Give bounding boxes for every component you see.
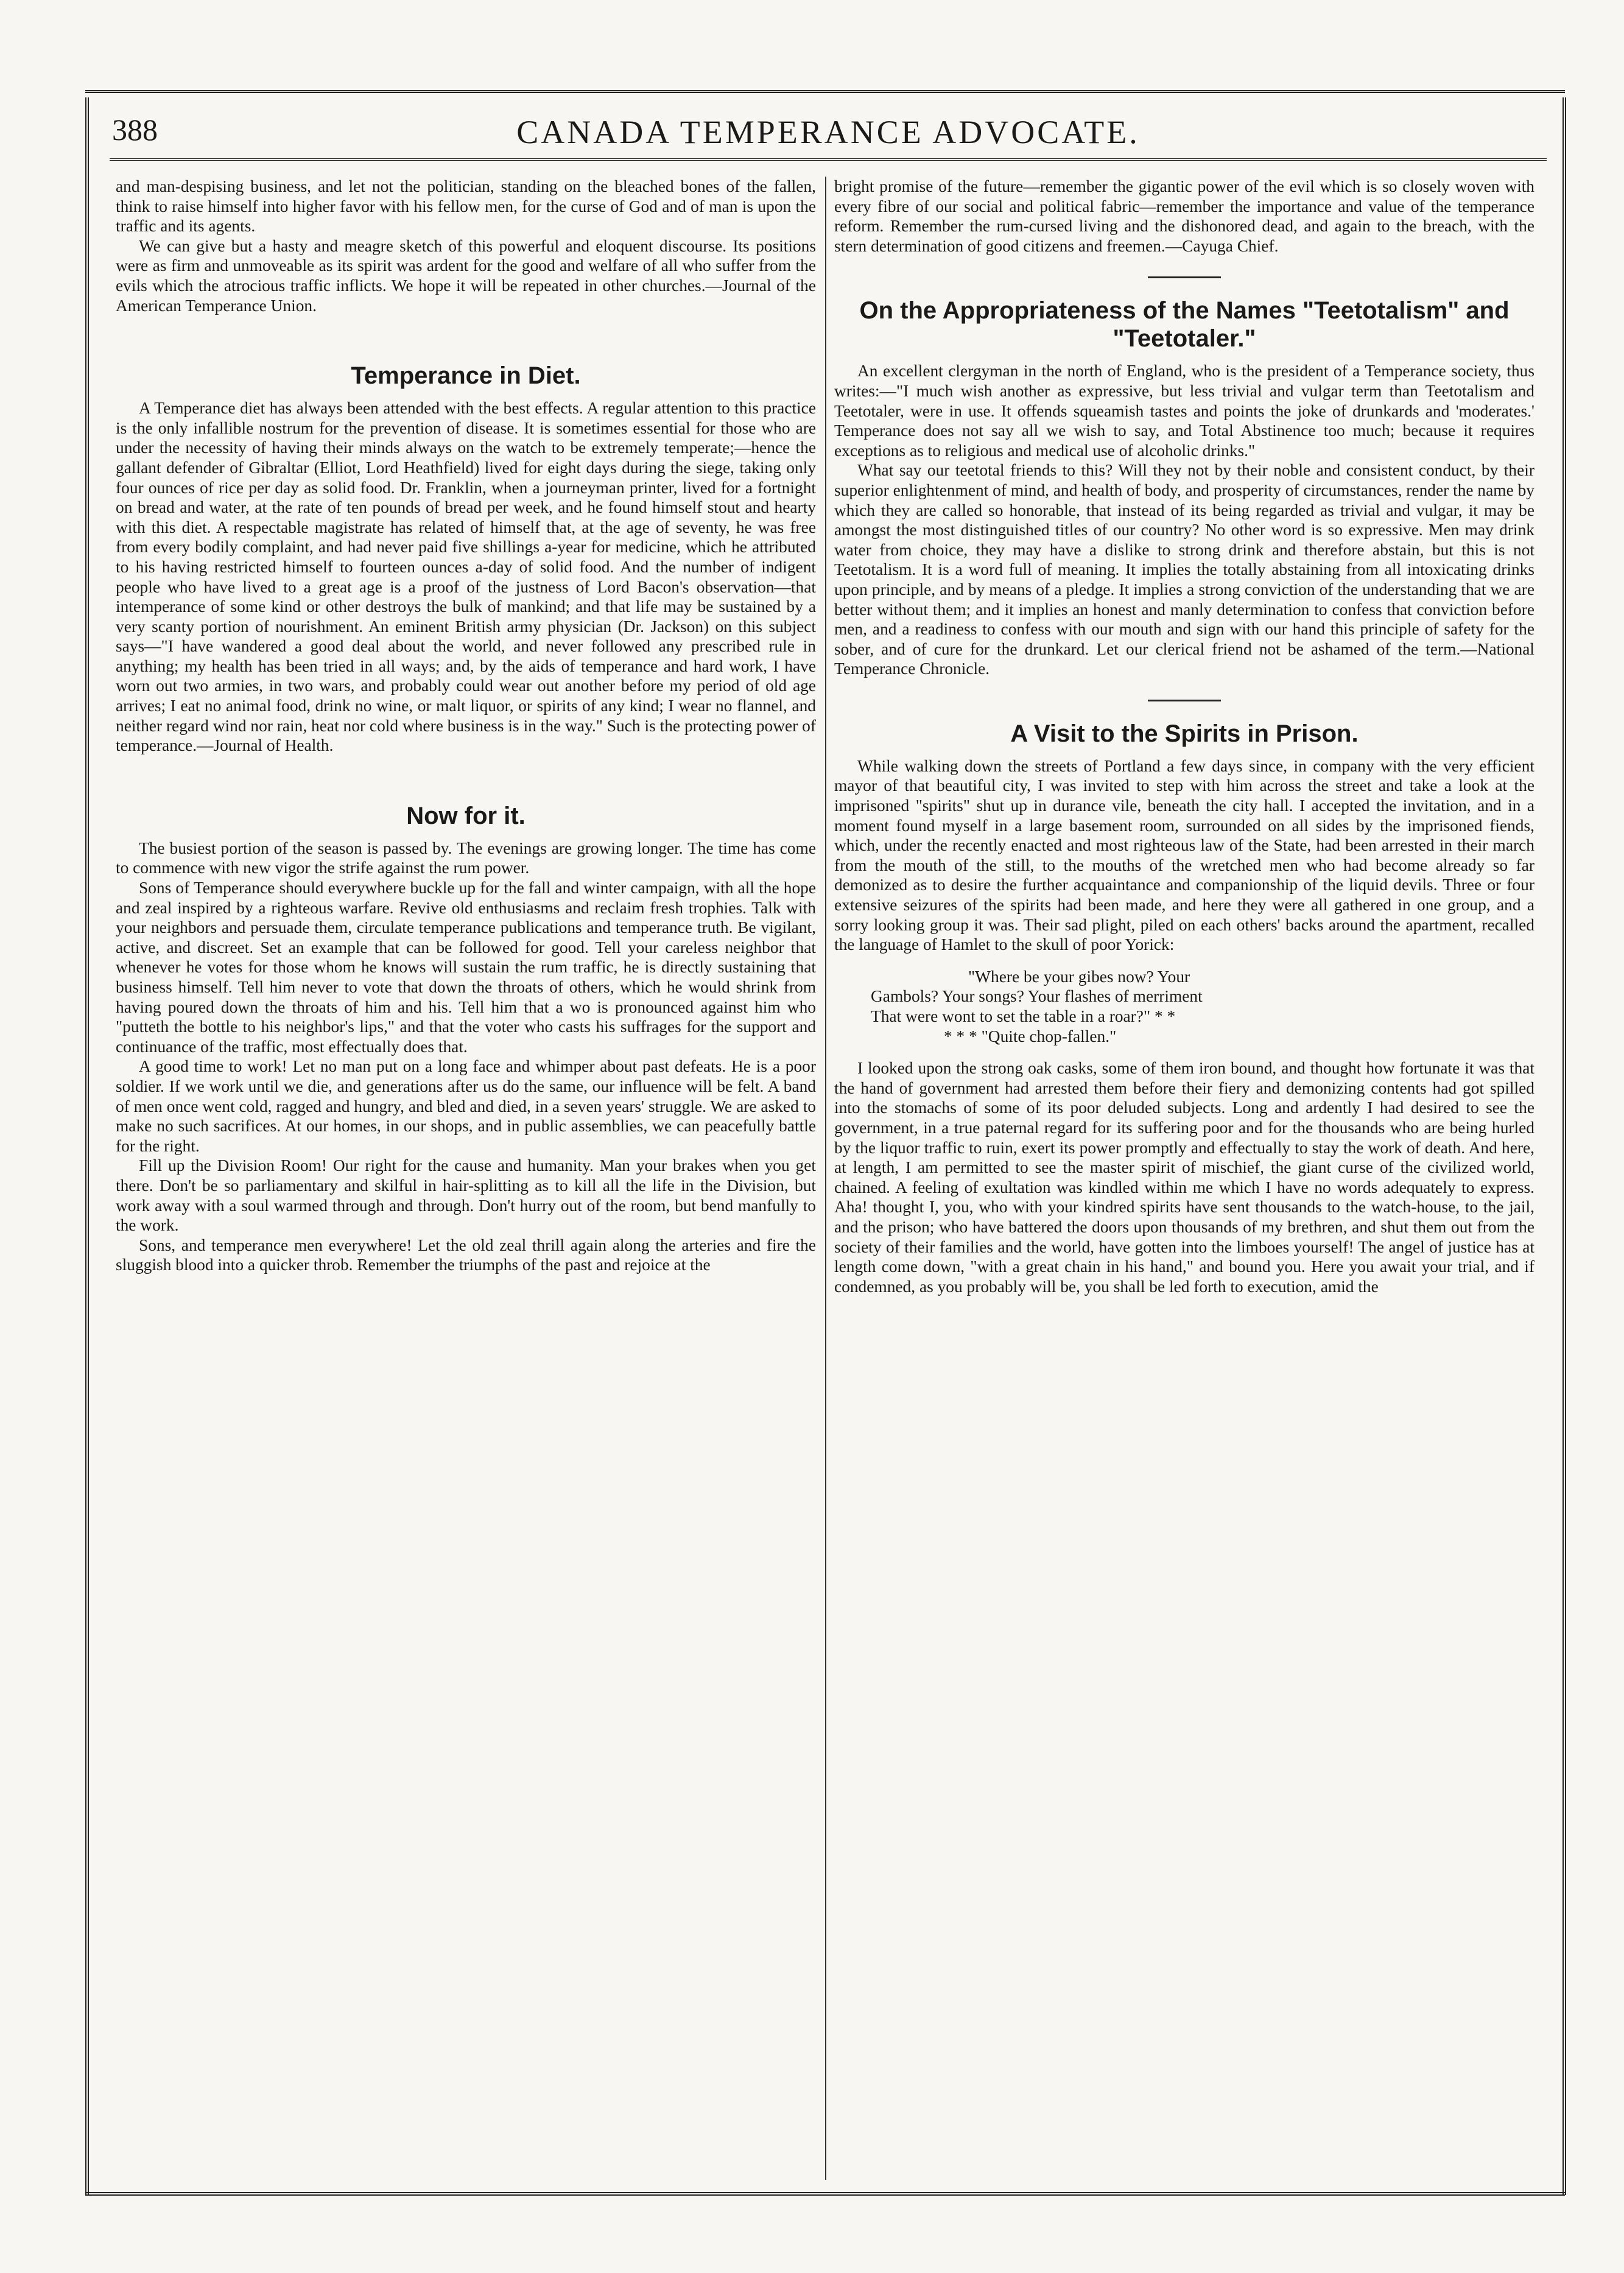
article-now-paragraph: A good time to work! Let no man put on a long face and whimper about past defeats. He is a poor soldier. If we work until we die, and generations after us do the same, our influence will be felt. A band of men once went cold, ragged and hungry, and bled and died, in a seven years' struggle. We are asked to make no such sacrifices. At our homes, in our shops, and in public assemblies, we can peacefully battle for the right. [116,1057,816,1155]
column-divider [825,177,826,2180]
verse-line: "Where be your gibes now? Your [968,967,1190,986]
top-rule [85,90,1565,93]
page-number: 388 [112,113,158,147]
article-now-paragraph: Sons of Temperance should everywhere buckle up for the fall and winter campaign, with all the hope and zeal inspired by a righteous warfare. Revive old enthusiasms and reclaim fresh trophies. Talk with your neighbors and persuade them, circulate temperance publications and temperance truth. Be vigilant, active, and discreet. Set an example that can be followed for good. Tell your careless neighbor that whenever he votes for those whom he knows will sustain the rum traffic, he is directly sustaining that business himself. Tell him never to vote that down the throats of others, which he would shrink from having poured down the throats of him and his. Tell him that a wo is pronounced against him who "putteth the bottle to his neighbor's lips," and that the voter who casts his suffrages for the support and continuance of the traffic, most effectually does that. [116,879,816,1056]
article-visit-paragraph: I looked upon the strong oak casks, some of them iron bound, and thought how fortunate it was that the hand of government had arrested them before their fiery and demonizing contents had got spilled into the stomachs of some of its poor deluded subjects. Long and ardently I had desired to see the government, in a true paternal regard for its suffering poor and for the thousands who are being hurled by the liquor traffic to ruin, exert its power promptly and effectually to stay the work of death. And here, at length, I am permitted to see the master spirit of mischief, the giant curse of the civilized world, chained. A feeling of exultation was kindled within me which I have no words adequately to express. Aha! thought I, you, who with your kindred spirits have sent thousands to the watch-house, to the jail, and the prison; who have battered the doors upon thousands of my brethren, and shut them out from the society of their families and the world, have gotten into the limboes yourself! The angel of justice has at length come down, "with a great chain in his hand," and bound you. Here you await your trial, and if condemned, as you probably will be, you shall be led forth to execution, amid the [834,1059,1534,1296]
article-now-paragraph: The busiest portion of the season is passed by. The evenings are growing longer. The time has come to commence with new vigor the strife against the rum power. [116,838,816,877]
article-names-paragraph: An excellent clergyman in the north of England, who is the president of a Temperance society, thus writes:—"I much wish another as expressive, but less trivial and vulgar term than Teetotalism and Teetotaler, were in use. It offends squeamish tastes and points the joke of drunkards and 'moderates.' Temperance does not say all we wish to say, and Total Abstinence too much; because it requires exceptions as to religious and medical use of alcoholic drinks." [834,362,1534,460]
hamlet-verse [871,967,1534,1046]
bottom-rule [85,2192,1565,2196]
article-now-paragraph: Sons, and temperance men everywhere! Let the old zeal thrill again along the arteries and fire the sluggish blood into a quicker throb. Remember the triumphs of the past and rejoice at the [116,1235,816,1274]
article-title-now-for-it: Now for it. [406,802,526,829]
article-diet-paragraph: A Temperance diet has always been attended with the best effects. A regular attention to this practice is the only infallible nostrum for the prevention of disease. It is sometimes essential for those who are under the necessity of having their minds always on the watch to be extremely temperate;—hence the gallant defender of Gibraltar (Elliot, Lord Heathfield) lived for eight days during the siege, taking only four ounces of rice per day as solid food. Dr. Franklin, when a journeyman printer, lived for a fortnight on bread and water, at the rate of ten pounds of bread per week, and he found himself stout and hearty with this diet. A respectable magistrate has related of himself that, at the age of seventy, he was free from every bodily complaint, and had never paid five shillings a-year for medicine, which he attributed to his having restricted himself to fourteen ounces a-day of solid food. And the number of indigent people who have lived to a great age is a proof of the justness of Lord Bacon's observation—that intemperance of some kind or other destroys the bulk of mankind; and that life may be sustained by a very scanty portion of nourishment. An eminent British army physician (Dr. Jackson) on this subject says—"I have wandered a good deal about the world, and never followed any prescribed rule in anything; my health has been tried in all ways; and, by the aids of temperance and hard work, I have worn out two armies, in two wars, and probably could wear out another before my period of old age arrives; I eat no animal food, drink no wine, or malt liquor, or spirits of any kind; I wear no flannel, and neither regard wind nor rain, heat nor cold where business is in the way." Such is the protecting power of temperance.—Journal of Health. [116,399,816,755]
continuation-paragraph: bright promise of the future—remember the gigantic power of the evil which is so closely woven with every fibre of our social and political fabric—remember the importance and value of the temperance reform. Remember the rum-cursed living and the dishonored dead, and again to the breach, with the stern determination of good citizens and freemen.—Cayuga Chief. [834,177,1534,255]
journal-title: CANADA TEMPERANCE ADVOCATE. [516,114,1140,150]
intro-paragraph: and man-despising business, and let not the politician, standing on the bleached bones of the fallen, think to raise himself into higher favor with his fellow men, for the curse of God and of man is upon the traffic and its agents. [116,177,816,236]
article-title-visit: A Visit to the Spirits in Prison. [1010,720,1359,747]
page-header [110,104,1547,161]
verse-line: * * * "Quite chop-fallen." [944,1027,1117,1045]
article-title-names: On the Appropriateness of the Names "Teetotalism" and "Teetotaler." [859,297,1510,353]
article-title-diet: Temperance in Diet. [351,362,581,390]
right-column [834,177,1534,2180]
article-now-paragraph: Fill up the Division Room! Our right for the cause and humanity. Man your brakes when you get there. Don't be so parliamentary and skilful in hair-splitting as to kill all the life in the Division, but work away with a soul warmed through and through. Don't hurry out of the room, but bend manfully to the work. [116,1156,816,1235]
verse-line: That were wont to set the table in a roar?" * * [871,1007,1176,1025]
left-column [116,177,816,2180]
section-separator [1148,276,1221,278]
article-names-paragraph: What say our teetotal friends to this? Will they not by their noble and consistent conduct, by their superior enlightenment of mind, and health of body, and prosperity of circumstances, render the name by which they are called so honorable, that instead of its being regarded as trivial and vulgar, it may be amongst the most distinguished titles of our country? No other word is so expressive. Men may drink water from choice, they may have a dislike to strong drink and therefore abstain, but this is not Teetotalism. It is a word full of meaning. It implies the totally abstaining from all intoxicating drinks upon principle, and by means of a pledge. It implies a strong conviction of the understanding that we are better without them; and it implies an honest and manly determination to confess that conviction before men, and a readiness to confess with our mouth and sign with our hand this principle of safety for the sober, and of cure for the drunkard. Let our clerical friend not be ashamed of the term.—National Temperance Chronicle. [834,461,1534,678]
article-visit-paragraph: While walking down the streets of Portland a few days since, in company with the very efficient mayor of that beautiful city, I was invited to step with him across the street and take a look at the imprisoned "spirits" shut up in durance vile, beneath the city hall. I accepted the invitation, and in a moment found myself in a large basement room, surrounded on all sides by the imprisoned fiends, which, under the recently enacted and most righteous law of the State, had been arrested in their march from the mouth of the still, to the mouths of the wretched men who had become already so far demonized as to desire the further acquaintance and companionship of the liquid devils. Three or four extensive seizures of the spirits had been made, and here they were all gathered in one group, and a sorry looking group it was. Their sad plight, piled on each others' backs around the apartment, recalled the language of Hamlet to the skull of poor Yorick: [834,756,1534,954]
intro-paragraph: We can give but a hasty and meagre sketch of this powerful and eloquent discourse. Its positions were as firm and unmoveable as its spirit was ardent for the good and welfare of all who suffer from the evils which the atrocious traffic inflicts. We hope it will be repeated in other churches.—Journal of the American Temperance Union. [116,236,816,315]
verse-line: Gambols? Your songs? Your flashes of merriment [871,987,1203,1006]
section-separator [1148,700,1221,701]
